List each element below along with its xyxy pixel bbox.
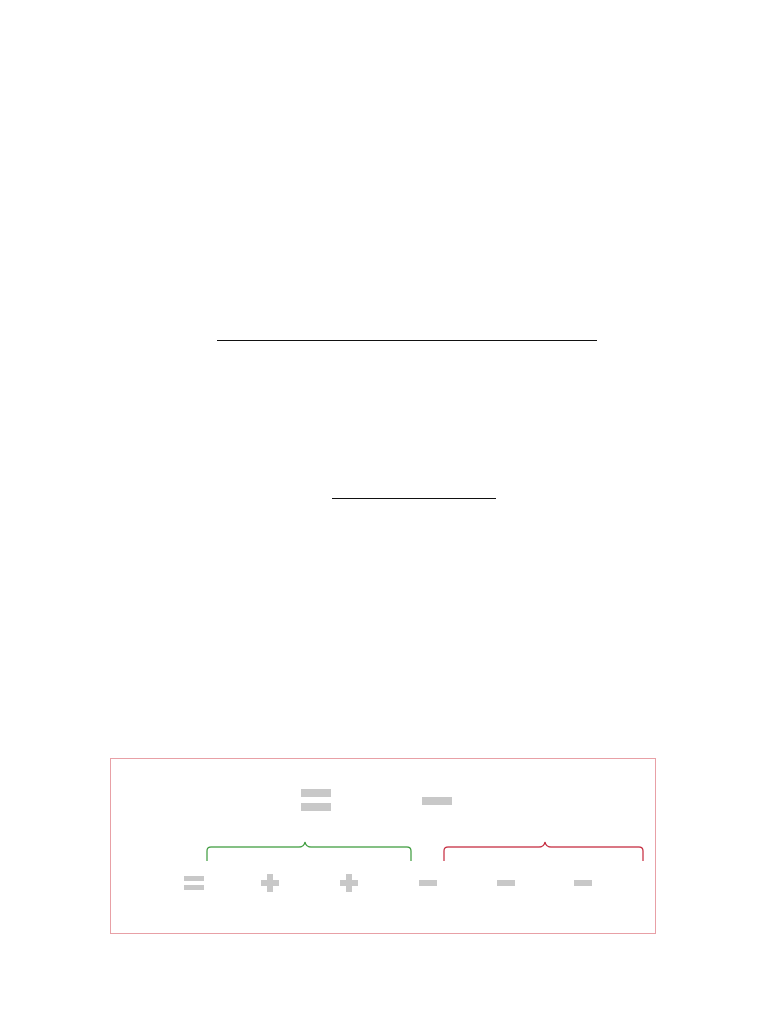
equals-sign	[184, 876, 204, 881]
red-brace	[444, 842, 643, 861]
equals-sign	[301, 789, 331, 797]
green-brace	[207, 842, 411, 861]
equals-sign	[301, 803, 331, 811]
equals-sign	[184, 885, 204, 890]
circle-balance-small	[132, 862, 174, 904]
group-braces	[111, 841, 657, 865]
circle-balance	[223, 769, 289, 835]
circle-importacion	[288, 862, 330, 904]
circle-salidas	[463, 769, 529, 835]
circle-perdidas	[600, 862, 642, 904]
minus-sign	[574, 880, 592, 886]
plus-sign	[346, 874, 352, 892]
balance-figure	[110, 758, 656, 934]
circle-exportacion	[523, 862, 565, 904]
plus-sign	[267, 874, 273, 892]
fraction-bar	[217, 340, 597, 341]
minus-sign	[419, 880, 437, 886]
minus-sign	[497, 880, 515, 886]
circle-entradas	[343, 769, 409, 835]
fraction-bar	[332, 498, 496, 499]
circle-produccion	[210, 862, 252, 904]
circle-consumo	[446, 862, 488, 904]
circle-inventarios	[369, 862, 411, 904]
minus-sign	[422, 797, 452, 805]
